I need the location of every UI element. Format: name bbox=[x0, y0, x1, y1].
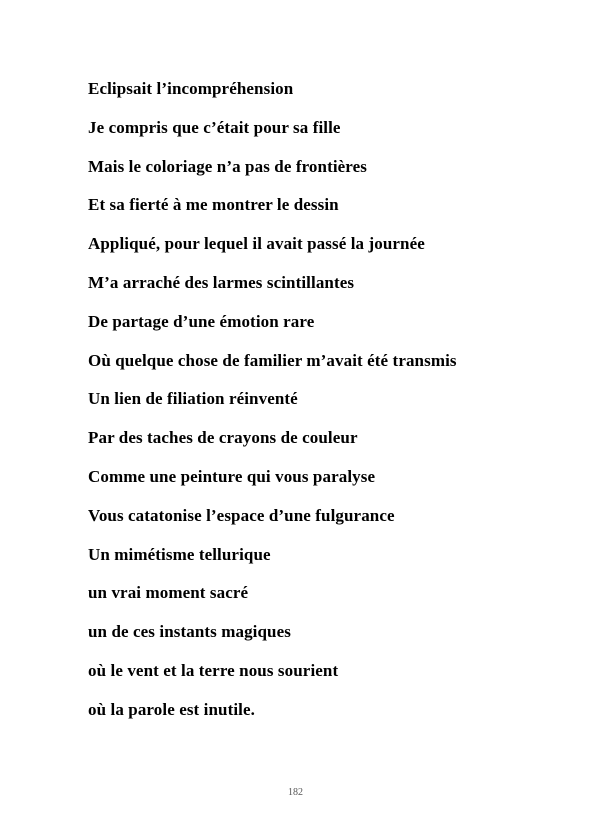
poem-line: un vrai moment sacré bbox=[88, 583, 249, 603]
poem-line: un de ces instants magiques bbox=[88, 622, 291, 642]
poem-line: Je compris que c’était pour sa fille bbox=[88, 117, 341, 137]
poem-line: M’a arraché des larmes scintillantes bbox=[88, 272, 355, 292]
poem-line: Un mimétisme tellurique bbox=[88, 544, 271, 564]
poem-line: Et sa fierté à me montrer le dessin bbox=[88, 195, 339, 215]
page-number: 182 bbox=[288, 787, 303, 798]
poem-line: où le vent et la terre nous sourient bbox=[88, 660, 339, 680]
poem-line: Eclipsait l’incompréhension bbox=[88, 79, 294, 98]
poem-line: où la parole est inutile. bbox=[88, 699, 255, 719]
poem-body bbox=[88, 70, 457, 730]
poem-line: Comme une peinture qui vous paralyse bbox=[88, 466, 376, 486]
poem-line: Où quelque chose de familier m’avait été transmis bbox=[88, 350, 457, 370]
poem-line: Un lien de filiation réinventé bbox=[88, 389, 298, 409]
poem-line: De partage d’une émotion rare bbox=[88, 311, 315, 331]
poem-line: Mais le coloriage n’a pas de frontières bbox=[88, 156, 368, 176]
poem-line: Par des taches de crayons de couleur bbox=[88, 428, 358, 448]
poem-line: Appliqué, pour lequel il avait passé la journée bbox=[88, 234, 425, 254]
poem-line: Vous catatonise l’espace d’une fulgurance bbox=[88, 505, 395, 525]
